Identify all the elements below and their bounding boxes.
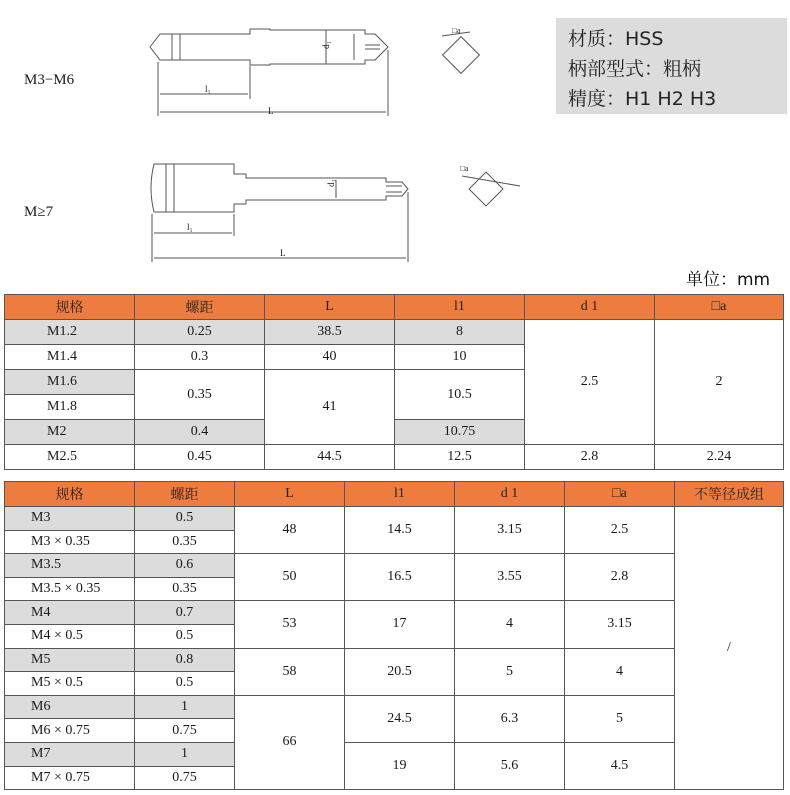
material-info-box <box>556 18 787 114</box>
cell-a: 5 <box>565 695 675 742</box>
cell-spec: M3.5 × 0.35 <box>5 577 135 601</box>
cell-d1: 5 <box>455 648 565 695</box>
cell-pitch: 0.75 <box>135 719 235 743</box>
cell-d1-merged: 2.5 <box>525 320 655 445</box>
cell-l1: 10.75 <box>395 420 525 445</box>
accuracy-line: 精度：H1 H2 H3 <box>568 88 717 110</box>
cell-l1: 10.5 <box>395 370 525 420</box>
table-row <box>5 742 784 766</box>
table-row <box>5 554 784 578</box>
cell-L: 50 <box>235 554 345 601</box>
cell-d1: 5.6 <box>455 742 565 789</box>
cell-spec: M7 <box>5 742 135 766</box>
header-group: 不等径成组 <box>675 482 784 507</box>
cell-spec: M1.6 <box>5 370 135 395</box>
dim-l1-bottom: l₁ <box>187 222 193 232</box>
cell-d1: 2.8 <box>525 445 655 470</box>
cell-spec: M3 × 0.35 <box>5 530 135 554</box>
cell-a: 3.15 <box>565 601 675 648</box>
cell-L: 66 <box>235 695 345 789</box>
dim-a-top: □a <box>452 26 461 35</box>
dim-d1-bottom: d₁ <box>325 179 336 187</box>
cell-a: 2.8 <box>565 554 675 601</box>
cell-pitch: 0.7 <box>135 601 235 625</box>
table-row <box>5 648 784 672</box>
cell-pitch: 0.3 <box>135 345 265 370</box>
cell-L: 40 <box>265 345 395 370</box>
cell-pitch: 0.4 <box>135 420 265 445</box>
table-row <box>5 601 784 625</box>
tap-drawing-m7 <box>140 156 540 264</box>
cell-spec: M3.5 <box>5 554 135 578</box>
cell-spec: M2.5 <box>5 445 135 470</box>
header-a: □a <box>565 482 675 507</box>
cell-spec: M5 × 0.5 <box>5 672 135 696</box>
cell-L: 48 <box>235 507 345 554</box>
cell-l1: 12.5 <box>395 445 525 470</box>
cell-a: 4 <box>565 648 675 695</box>
cell-L: 44.5 <box>265 445 395 470</box>
table-header <box>5 295 784 320</box>
table-header <box>5 482 784 507</box>
cell-spec: M6 × 0.75 <box>5 719 135 743</box>
dim-a-bottom: □a <box>460 164 469 173</box>
cell-a: 4.5 <box>565 742 675 789</box>
dim-d1-top: d₁ <box>320 41 331 49</box>
cell-a-merged: 2 <box>655 320 784 445</box>
cell-a: 2.5 <box>565 507 675 554</box>
table-row <box>5 320 784 345</box>
header-l1: l1 <box>345 482 455 507</box>
cell-l1: 17 <box>345 601 455 648</box>
table-row <box>5 695 784 719</box>
cell-l1: 10 <box>395 345 525 370</box>
cell-spec: M7 × 0.75 <box>5 766 135 790</box>
header-d1: d 1 <box>525 295 655 320</box>
header-L: L <box>235 482 345 507</box>
spec-table-small <box>4 294 784 470</box>
cell-l1: 16.5 <box>345 554 455 601</box>
header-spec: 规格 <box>5 482 135 507</box>
table-row <box>5 445 784 470</box>
cell-pitch: 0.35 <box>135 530 235 554</box>
cell-spec: M2 <box>5 420 135 445</box>
cell-pitch: 0.25 <box>135 320 265 345</box>
cell-L: 53 <box>235 601 345 648</box>
cell-a: 2.24 <box>655 445 784 470</box>
cell-pitch: 0.5 <box>135 507 235 531</box>
cell-d1: 3.15 <box>455 507 565 554</box>
dim-l1-top: l₁ <box>205 84 211 94</box>
spec-table-large <box>4 481 784 790</box>
cell-spec: M4 <box>5 601 135 625</box>
material-line: 材质：HSS <box>568 28 664 50</box>
cell-pitch: 0.6 <box>135 554 235 578</box>
cell-pitch: 0.75 <box>135 766 235 790</box>
cell-L: 58 <box>235 648 345 695</box>
drawing-label-m7: M≥7 <box>24 204 54 220</box>
cell-l1: 14.5 <box>345 507 455 554</box>
cell-spec: M3 <box>5 507 135 531</box>
cell-group-merged: / <box>675 507 784 790</box>
cell-spec: M1.4 <box>5 345 135 370</box>
cell-pitch: 0.35 <box>135 577 235 601</box>
cell-pitch: 1 <box>135 742 235 766</box>
unit-label: 单位：mm <box>686 270 771 290</box>
cell-spec: M4 × 0.5 <box>5 624 135 648</box>
header-d1: d 1 <box>455 482 565 507</box>
drawing-label-m3-m6: M3−M6 <box>24 72 75 88</box>
dim-L-top: L <box>268 106 274 116</box>
header-a: □a <box>655 295 784 320</box>
cell-l1: 20.5 <box>345 648 455 695</box>
cell-pitch: 0.5 <box>135 672 235 696</box>
header-spec: 规格 <box>5 295 135 320</box>
cell-pitch: 0.45 <box>135 445 265 470</box>
cell-l1: 19 <box>345 742 455 789</box>
cell-l1: 24.5 <box>345 695 455 742</box>
cell-spec: M1.2 <box>5 320 135 345</box>
cell-L: 38.5 <box>265 320 395 345</box>
cell-d1: 3.55 <box>455 554 565 601</box>
cell-L: 41 <box>265 370 395 445</box>
cell-pitch: 0.8 <box>135 648 235 672</box>
dim-L-bottom: L <box>280 248 286 258</box>
cell-l1: 8 <box>395 320 525 345</box>
cell-spec: M5 <box>5 648 135 672</box>
header-l1: l1 <box>395 295 525 320</box>
cell-pitch: 1 <box>135 695 235 719</box>
cell-spec: M1.8 <box>5 395 135 420</box>
cell-spec: M6 <box>5 695 135 719</box>
cell-pitch: 0.35 <box>135 370 265 420</box>
cell-pitch: 0.5 <box>135 624 235 648</box>
table-row <box>5 507 784 531</box>
tap-drawing-m3-m6 <box>140 14 540 130</box>
header-L: L <box>265 295 395 320</box>
cell-d1: 4 <box>455 601 565 648</box>
shank-type-line: 柄部型式：粗柄 <box>568 58 702 80</box>
header-pitch: 螺距 <box>135 295 265 320</box>
cell-d1: 6.3 <box>455 695 565 742</box>
header-pitch: 螺距 <box>135 482 235 507</box>
